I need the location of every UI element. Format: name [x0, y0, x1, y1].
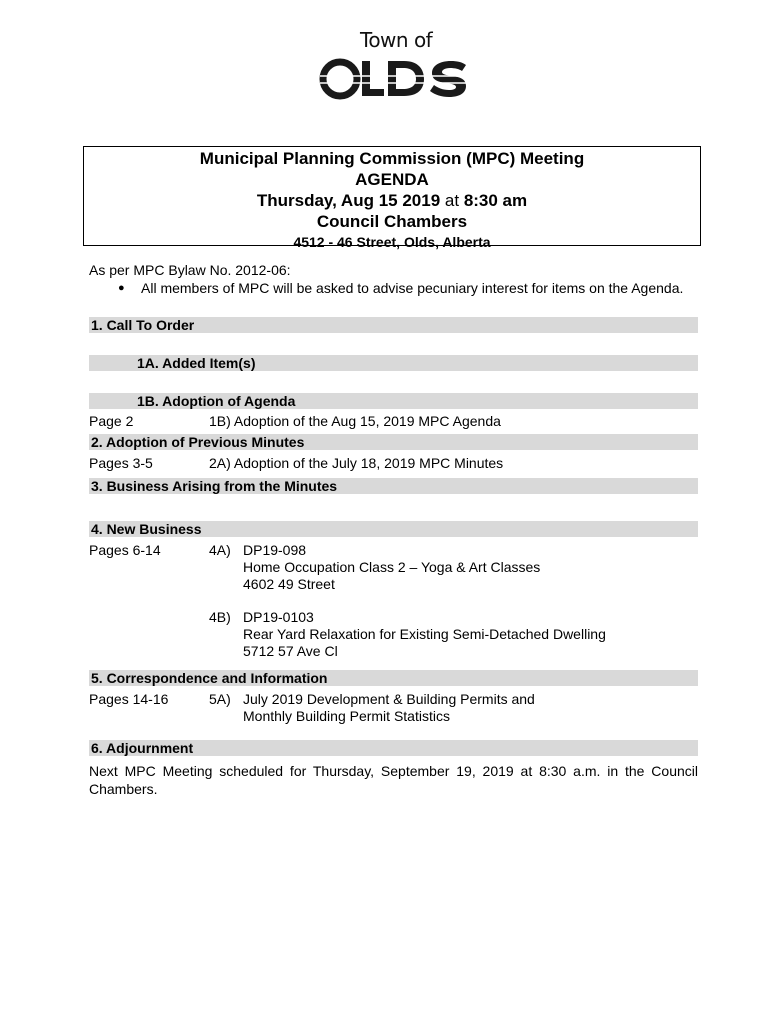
town-logo — [318, 28, 470, 102]
meeting-time: 8:30 am — [463, 191, 528, 210]
bylaw-reference: As per MPC Bylaw No. 2012-06: — [89, 262, 291, 278]
agenda-item-4a-description: Home Occupation Class 2 – Yoga & Art Classes — [243, 559, 541, 575]
section-call-to-order: 1. Call To Order — [91, 317, 195, 333]
agenda-item-1b: 1B) Adoption of the Aug 15, 2019 MPC Agenda — [209, 413, 501, 429]
agenda-item-4a-number: 4A) — [209, 542, 231, 558]
new-business-page-ref: Pages 6-14 — [89, 542, 161, 558]
meeting-title: Municipal Planning Commission (MPC) Meeting — [199, 149, 585, 168]
section-new-business: 4. New Business — [91, 521, 202, 537]
agenda-item-4b-permit: DP19-0103 — [243, 609, 314, 625]
agenda-item-4a-permit: DP19-098 — [243, 542, 307, 558]
agenda-item-5a-line2: Monthly Building Permit Statistics — [243, 708, 450, 724]
section-correspondence: 5. Correspondence and Information — [91, 670, 328, 686]
agenda-item-5a-number: 5A) — [209, 691, 231, 707]
agenda-item-2a: 2A) Adoption of the July 18, 2019 MPC Minutes — [209, 455, 504, 471]
meeting-date: Thursday, Aug 15 2019 — [256, 191, 441, 210]
meeting-location: Council Chambers — [316, 212, 468, 231]
section-adoption-agenda: 1B. Adoption of Agenda — [137, 393, 296, 409]
meeting-title-box — [83, 146, 701, 250]
agenda-item-5a-line1: July 2019 Development & Building Permits and — [243, 691, 535, 707]
next-meeting-note: Next MPC Meeting scheduled for Thursday, September 19, 2019 at 8:30 a.m. in the Council Chambers. — [89, 763, 698, 797]
agenda-item-4b-address: 5712 57 Ave Cl — [243, 643, 338, 659]
meeting-datetime — [84, 190, 700, 211]
section-previous-minutes: 2. Adoption of Previous Minutes — [91, 434, 305, 450]
pecuniary-interest-note: All members of MPC will be asked to advise pecuniary interest for items on the Agenda. — [141, 280, 684, 296]
correspondence-page-ref: Pages 14-16 — [89, 691, 169, 707]
logo-town-of: Town of — [360, 28, 433, 52]
logo-olds-wordmark — [318, 56, 470, 102]
meeting-at: at — [444, 191, 460, 210]
section-added-items: 1A. Added Item(s) — [137, 355, 256, 371]
agenda-page-ref: Page 2 — [89, 413, 134, 429]
section-business-arising: 3. Business Arising from the Minutes — [91, 478, 338, 494]
bullet-icon: ● — [118, 282, 125, 294]
minutes-page-ref: Pages 3-5 — [89, 455, 153, 471]
agenda-item-4b-number: 4B) — [209, 609, 231, 625]
agenda-item-4a-address: 4602 49 Street — [243, 576, 335, 592]
section-adjournment: 6. Adjournment — [91, 740, 194, 756]
agenda-heading: AGENDA — [355, 170, 429, 189]
agenda-item-4b-description: Rear Yard Relaxation for Existing Semi-Detached Dwelling — [243, 626, 606, 642]
meeting-address: 4512 - 46 Street, Olds, Alberta — [293, 234, 491, 250]
